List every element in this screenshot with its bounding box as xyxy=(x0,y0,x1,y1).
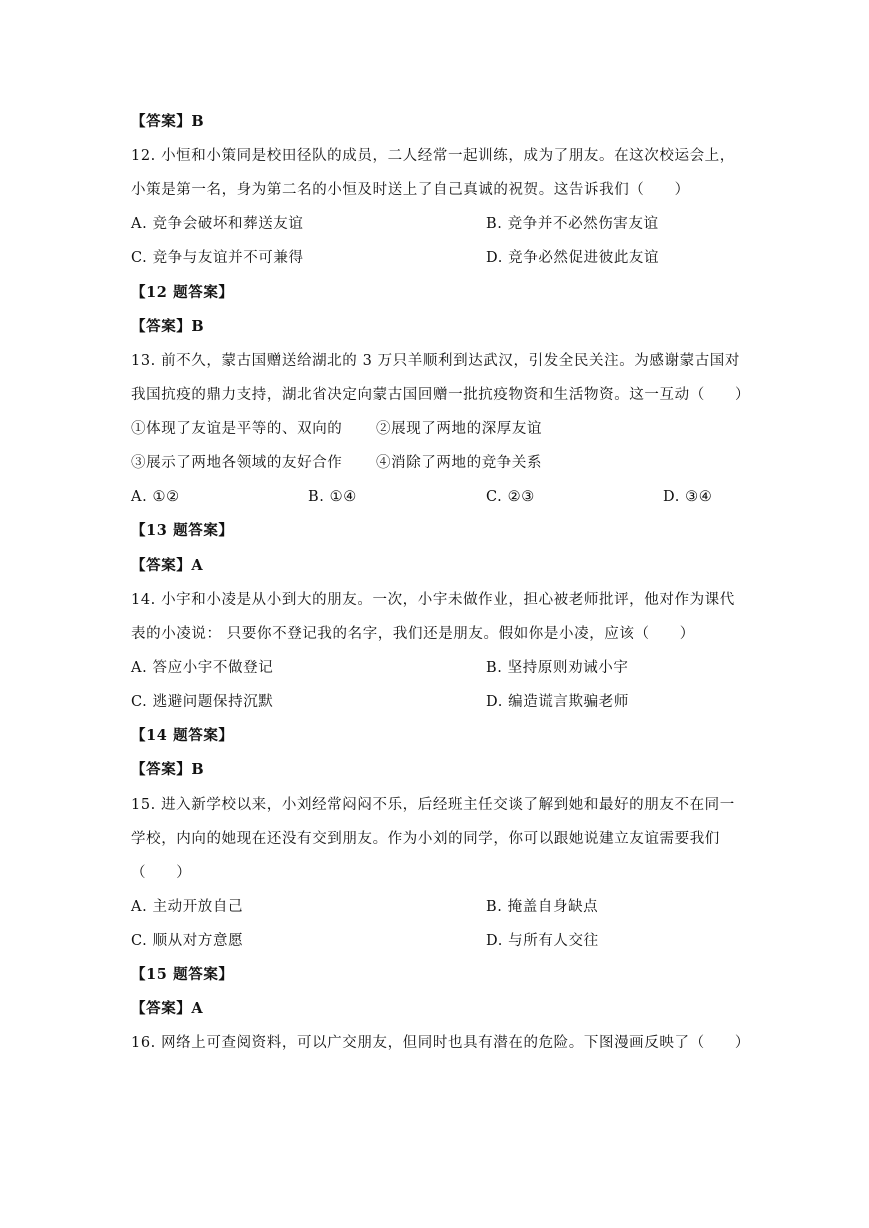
question-14-line-1: 14. 小宇和小凌是从小到大的朋友。一次，小宇未做作业，担心被老师批评，他对作为课代 xyxy=(131,592,735,608)
q12-answer-heading: 【12 题答案】 xyxy=(131,284,234,301)
question-12-line-2: 小策是第一名，身为第二名的小恒及时送上了自己真诚的祝贺。这告诉我们（ ） xyxy=(131,182,690,198)
q13-statement-1: ①体现了友谊是平等的、双向的 xyxy=(131,421,343,437)
q13-statement-3: ③展示了两地各领域的友好合作 xyxy=(131,455,343,471)
answer-11: 【答案】B xyxy=(131,113,205,130)
q12-option-a: A. 竞争会破坏和葬送友谊 xyxy=(131,216,304,232)
q13-statement-2: ②展现了两地的深厚友谊 xyxy=(376,421,543,437)
q15-option-b: B. 掩盖自身缺点 xyxy=(486,899,599,915)
q12-option-b: B. 竞争并不必然伤害友谊 xyxy=(486,216,659,232)
q13-option-b: B. ①④ xyxy=(308,489,357,505)
question-15-line-2: 学校，内向的她现在还没有交到朋友。作为小刘的同学，你可以跟她说建立友谊需要我们 xyxy=(131,831,720,847)
q14-option-c: C. 逃避问题保持沉默 xyxy=(131,694,274,710)
question-14-line-2: 表的小凌说： 只要你不登记我的名字，我们还是朋友。假如你是小凌，应该（ ） xyxy=(131,626,695,642)
q15-answer-heading: 【15 题答案】 xyxy=(131,966,234,983)
question-15-line-1: 15. 进入新学校以来，小刘经常闷闷不乐，后经班主任交谈了解到她和最好的朋友不在同一 xyxy=(131,797,735,813)
q12-option-d: D. 竞争必然促进彼此友谊 xyxy=(486,250,660,266)
question-13-line-2: 我国抗疫的鼎力支持，湖北省决定向蒙古国回赠一批抗疫物资和生活物资。这一互动（ ） xyxy=(131,387,751,403)
q15-answer: 【答案】A xyxy=(131,1000,204,1017)
q13-statement-4: ④消除了两地的竞争关系 xyxy=(376,455,543,471)
q13-answer: 【答案】A xyxy=(131,557,204,574)
question-16-line-1: 16. 网络上可查阅资料，可以广交朋友，但同时也具有潜在的危险。下图漫画反映了（ ） xyxy=(131,1035,750,1051)
q14-option-b: B. 坚持原则劝诫小宇 xyxy=(486,660,629,676)
q13-option-c: C. ②③ xyxy=(486,489,535,505)
q14-option-d: D. 编造谎言欺骗老师 xyxy=(486,694,629,710)
q14-answer: 【答案】B xyxy=(131,761,205,778)
question-13-line-1: 13. 前不久，蒙古国赠送给湖北的 3 万只羊顺利到达武汉，引发全民关注。为感谢蒙古国对 xyxy=(131,353,741,369)
q12-answer: 【答案】B xyxy=(131,318,205,335)
question-12-line-1: 12. 小恒和小策同是校田径队的成员，二人经常一起训练，成为了朋友。在这次校运会上， xyxy=(131,148,735,164)
q15-option-a: A. 主动开放自己 xyxy=(131,899,244,915)
q15-option-d: D. 与所有人交往 xyxy=(486,933,599,949)
q13-answer-heading: 【13 题答案】 xyxy=(131,522,234,539)
q12-option-c: C. 竞争与友谊并不可兼得 xyxy=(131,250,304,266)
question-15-line-3: （ ） xyxy=(131,865,192,881)
q14-option-a: A. 答应小宇不做登记 xyxy=(131,660,274,676)
q13-option-a: A. ①② xyxy=(131,489,180,505)
q15-option-c: C. 顺从对方意愿 xyxy=(131,933,244,949)
q14-answer-heading: 【14 题答案】 xyxy=(131,727,234,744)
q13-option-d: D. ③④ xyxy=(663,489,713,505)
